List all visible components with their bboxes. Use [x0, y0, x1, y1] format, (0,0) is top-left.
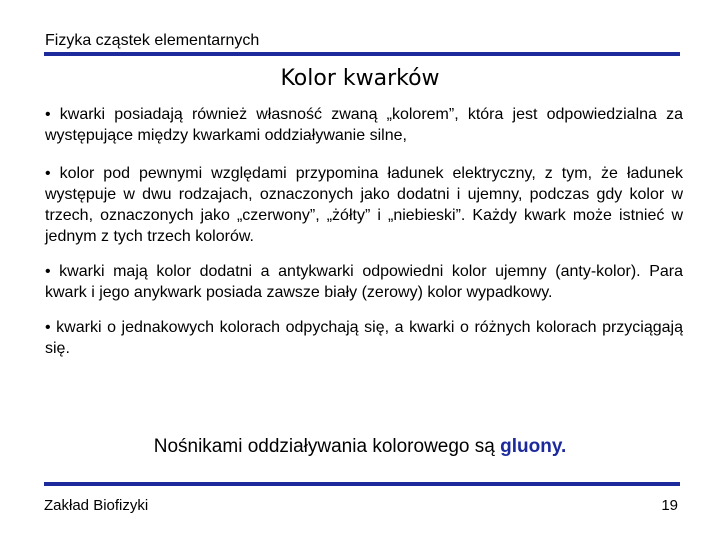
summary-statement — [0, 435, 720, 459]
summary-emphasis: gluony. — [500, 436, 567, 457]
slide-title: Kolor kwarków — [280, 66, 440, 91]
header-divider — [44, 52, 680, 56]
summary-text: Nośnikami oddziaływania kolorowego są — [153, 436, 495, 457]
bullet-item: • kwarki o jednakowych kolorach odpychają się, a kwarki o różnych kolorach przyciągają się. — [45, 319, 683, 357]
bullet-item: • kolor pod pewnymi względami przypomina ładunek elektryczny, z tym, że ładunek występuje w dwu rodzajach, oznaczonych jako dodatni i ujemny, podczas gdy kolor w trzech, oznaczonych jako „czerwony”, „żółty” i „niebieski”. Każdy kwark może istnieć w jednym z tych trzech kolorów. — [45, 165, 683, 245]
footer-divider — [44, 482, 680, 486]
bullet-list — [45, 104, 683, 376]
presentation-title: Fizyka cząstek elementarnych — [45, 32, 260, 49]
bullet-item: • kwarki mają kolor dodatni a antykwarki odpowiedni kolor ujemny (anty-kolor). Para kwark i jego anykwark posiada zawsze biały (zerowy) kolor wypadkowy. — [45, 263, 683, 301]
footer-institution: Zakład Biofizyki — [44, 497, 149, 514]
bullet-item: • kwarki posiadają również własność zwaną „kolorem”, która jest odpowiedzialna za występujące między kwarkami oddziaływanie silne, — [45, 106, 683, 144]
page-number: 19 — [661, 497, 678, 514]
